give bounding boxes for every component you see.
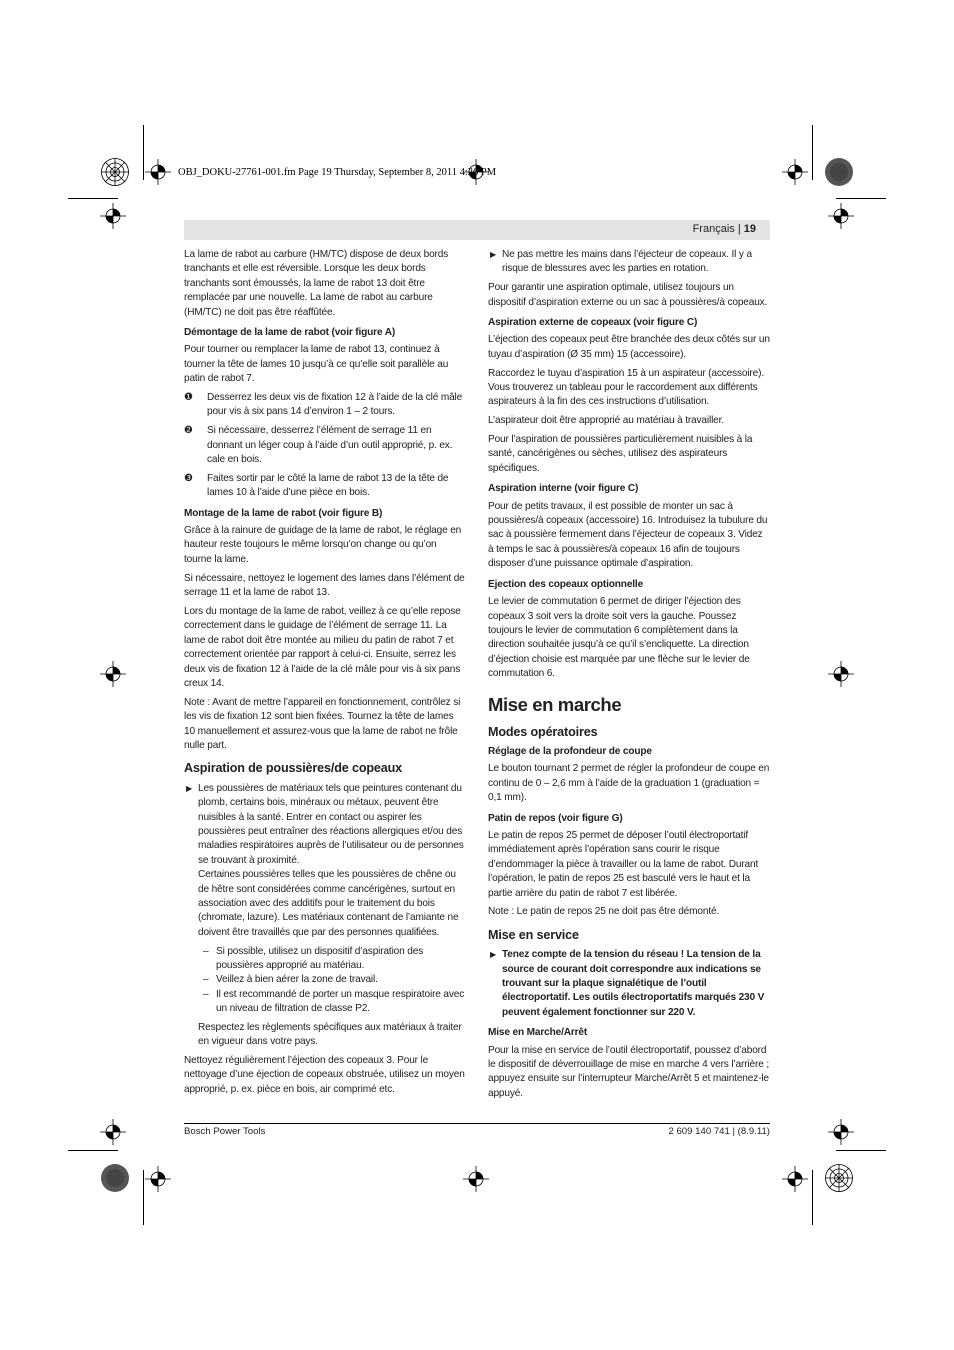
paragraph: Le patin de repos 25 permet de déposer l’outil électroportatif immédiatement après l’opération sans courir le risque d’endommager la pièce à travailler ou la lame de rabot. Durant l’opération, le patin de repos 25 est basculé vers le haut et la partie arrière du patin de rabot 7 est libérée. <box>488 829 759 899</box>
warning-bullet <box>488 948 770 1020</box>
triangle-bullet-icon: ▶ <box>490 250 497 259</box>
step-number-icon: ❷ <box>184 425 193 437</box>
crosshair-left-2 <box>100 661 126 687</box>
registration-mark-top-right <box>824 157 854 187</box>
note-paragraph: Note : Le patin de repos 25 ne doit pas être démonté. <box>488 906 720 918</box>
heading-modes: Modes opératoires <box>488 724 598 739</box>
paragraph: Nettoyez régulièrement l’éjection des copeaux 3. Pour le nettoyage d’une éjection de copeaux obstruée, utilisez un moyen approprié, p. ex. pièce en bois, air comprimé etc. <box>184 1054 465 1095</box>
footer-brand: Bosch Power Tools <box>184 1126 266 1137</box>
left-column <box>184 248 466 1101</box>
crop-line <box>836 1150 886 1151</box>
footer-doc-number: 2 609 140 741 | (8.9.11) <box>668 1126 770 1137</box>
paragraph: Grâce à la rainure de guidage de la lame de rabot, le réglage en hauteur reste toujours le même lorsqu’on change ou qu’on tourne la lame. <box>184 525 462 565</box>
heading-mise-en-service: Mise en service <box>488 927 579 942</box>
step-item <box>184 472 466 501</box>
print-slug: OBJ_DOKU-27761-001.fm Page 19 Thursday, September 8, 2011 4:26 PM <box>178 167 497 178</box>
paragraph: Pour l’aspiration de poussières particulièrement nuisibles à la santé, cancérigènes ou sèches, utilisez des aspirateurs spécifiques. <box>488 434 753 474</box>
crosshair-right-1 <box>828 203 854 229</box>
step-text: Desserrez les deux vis de fixation 12 à l’aide de la clé mâle pour vis à six pans 14 d’environ 1 – 2 tours. <box>207 392 463 418</box>
paragraph: Pour tourner ou remplacer la lame de rabot 13, continuez à tourner la tête de lames 10 jusqu’à ce qu’elle soit parallèle au patin de rabot 7. <box>184 344 449 385</box>
subheading-externe: Aspiration externe de copeaux (voir figure C) <box>488 317 698 329</box>
bullet-text: Les poussières de matériaux tels que peintures contenant du plomb, certains bois, minéraux ou métaux, peuvent être nuisibles à la santé. Entrer en contact ou aspirer les poussières peut entraîner des réactions allergiques et/ou des maladies respiratoires auprès de l’utilisateur ou de personnes se trouvant à proximité. <box>198 782 464 866</box>
step-item <box>184 391 466 420</box>
dash-icon: – <box>203 974 209 986</box>
crosshair-bottom-1 <box>145 1166 171 1192</box>
right-column <box>488 248 770 1106</box>
paragraph: Pour de petits travaux, il est possible de monter un sac à poussières/à copeaux (accessoire) 16. Introduisez la tubulure du sac à poussière fermement dans l’éjecteur de copeaux 3. Videz à temps le sac à poussières/à copeaux 16 afin de toujours disposer d’une puissance optimale d’aspiration. <box>488 500 768 570</box>
step-text: Si nécessaire, desserrez l’élément de serrage 11 en donnant un léger coup à l’aide d’un outil approprié, p. ex. cale en bois. <box>207 425 453 466</box>
crosshair-top-1 <box>145 159 171 185</box>
subheading-demontage: Démontage de la lame de rabot (voir figure A) <box>184 327 396 339</box>
dash-icon: – <box>203 988 209 1000</box>
subheading-patin: Patin de repos (voir figure G) <box>488 812 623 824</box>
paragraph: Raccordez le tuyau d’aspiration 15 à un aspirateur (accessoire). Vous trouverez un tableau pour le raccordement aux différents aspirateurs à la fin des ces instructions d’utilisation. <box>488 367 764 408</box>
crosshair-right-2 <box>828 661 854 687</box>
footer-rule <box>184 1123 770 1124</box>
paragraph: L’aspirateur doit être approprié au matériau à travailler. <box>488 415 724 427</box>
warning-bullet <box>184 782 466 940</box>
dash-item <box>184 973 466 987</box>
paragraph: Respectez les règlements spécifiques aux matériaux à traiter en vigueur dans votre pays. <box>198 1021 462 1048</box>
dash-item <box>184 945 466 974</box>
crop-line <box>143 125 144 180</box>
crop-line <box>836 198 886 199</box>
registration-mark-top-left <box>100 157 130 187</box>
paragraph: Pour la mise en service de l’outil électroportatif, poussez d’abord le dispositif de déverrouillage de mise en marche 4 vers l’arrière ; appuyez ensuite sur l’interrupteur Marche/Arrêt 5 et maintenez-le appuyé. <box>488 1044 769 1099</box>
subheading-montage: Montage de la lame de rabot (voir figure B) <box>184 507 383 519</box>
registration-mark-bottom-left <box>100 1163 130 1193</box>
header-label: Français | 19 <box>692 223 756 235</box>
step-number-icon: ❸ <box>184 472 193 484</box>
step-number-icon: ❶ <box>184 392 193 404</box>
dash-text: Il est recommandé de porter un masque respiratoire avec un niveau de filtration de classe P2. <box>216 988 465 1015</box>
subheading-reglage: Réglage de la profondeur de coupe <box>488 745 652 757</box>
subheading-marche: Mise en Marche/Arrêt <box>488 1027 588 1039</box>
crop-line <box>812 125 813 180</box>
subheading-ejection: Ejection des copeaux optionnelle <box>488 578 644 590</box>
step-text: Faites sortir par le côté la lame de rabot 13 de la tête de lames 10 à l’aide d’une pièce en bois. <box>207 472 449 499</box>
crosshair-left-1 <box>100 203 126 229</box>
page-header <box>184 220 770 240</box>
paragraph: Le bouton tournant 2 permet de régler la profondeur de coupe en continu de 0 – 2,6 mm à l’aide de la graduation 1 (graduation = 0,1 mm). <box>488 763 770 804</box>
heading-aspiration: Aspiration de poussières/de copeaux <box>184 761 403 776</box>
dash-text: Veillez à bien aérer la zone de travail. <box>216 974 378 986</box>
crosshair-top-3 <box>782 159 808 185</box>
dash-item <box>184 988 466 1017</box>
paragraph: Pour garantir une aspiration optimale, utilisez toujours un dispositif d’aspiration externe ou un sac à poussières/à copeaux. <box>488 282 768 308</box>
paragraph: L’éjection des copeaux peut être branchée des deux côtés sur un tuyau d’aspiration (Ø 35 mm) 15 (accessoire). <box>488 334 770 360</box>
paragraph: Si nécessaire, nettoyez le logement des lames dans l’élément de serrage 11 et la lame de rabot 13. <box>184 572 465 599</box>
bullet-text: Tenez compte de la tension du réseau ! La tension de la source de courant doit correspondre aux indications se trouvant sur la plaque signalétique de l’outil électroportatif. Les outils électroportatifs marqués 230 V peuvent également fonctionner sur 220 V. <box>502 949 765 1018</box>
crosshair-left-3 <box>100 1119 126 1145</box>
warning-bullet <box>488 248 770 277</box>
crosshair-bottom-3 <box>782 1166 808 1192</box>
crosshair-right-3 <box>828 1119 854 1145</box>
triangle-bullet-icon: ▶ <box>490 950 497 960</box>
page-number: 19 <box>743 223 756 235</box>
step-item <box>184 424 466 467</box>
dash-icon: – <box>203 945 209 957</box>
paragraph: Le levier de commutation 6 permet de diriger l’éjection des copeaux 3 soit vers la droite soit vers la gauche. Poussez toujours le levier de commutation 6 complètement dans la direction souhaitée jusqu’à ce qu’il s’encliquette. La direction d’éjection choisie est marquée par une flèche sur le levier de commutation 6. <box>488 596 750 680</box>
crop-line <box>812 1170 813 1225</box>
paragraph: La lame de rabot au carbure (HM/TC) dispose de deux bords tranchants et elle est réversible. Lorsque les deux bords tranchants sont émoussés, la lame de rabot 13 doit être remplacée par une nouvelle. La lame de rabot au carbure (HM/TC) ne doit pas être réaffûtée. <box>184 249 449 318</box>
crop-line <box>143 1170 144 1225</box>
note-paragraph: Note : Avant de mettre l’appareil en fonctionnement, contrôlez si les vis de fixation 12 sont bien fixées. Tournez la tête de lames 10 manuellement et assurez-vous que la lame de rabot ne frôle nulle part. <box>184 696 461 751</box>
crop-line <box>68 1150 118 1151</box>
bullet-text: Ne pas mettre les mains dans l’éjecteur de copeaux. Il y a risque de blessures avec les parties en rotation. <box>502 249 752 275</box>
dash-text: Si possible, utilisez un dispositif d’aspiration des poussières approprié au matériau. <box>216 945 424 972</box>
header-language: Français <box>692 223 735 235</box>
triangle-bullet-icon: ▶ <box>186 783 193 793</box>
crop-line <box>68 198 118 199</box>
bullet-text: Certaines poussières telles que les poussières de chêne ou de hêtre sont considérées comme cancérigènes, surtout en association avec des additifs pour le traitement du bois (chromate, lazure). Les matériaux contenant de l’amiante ne doivent être travaillés que par des personnes qualifiées. <box>198 869 459 938</box>
subheading-interne: Aspiration interne (voir figure C) <box>488 483 639 495</box>
registration-mark-bottom-right <box>824 1163 854 1193</box>
heading-mise-en-marche: Mise en marche <box>488 693 622 715</box>
crosshair-bottom-2 <box>463 1166 489 1192</box>
paragraph: Lors du montage de la lame de rabot, veillez à ce qu’elle repose correctement dans le guidage de l’élément de serrage 11. La lame de rabot doit être montée au milieu du patin de rabot 7 et correctement orientée par rapport à celui-ci. Ensuite, serrez les deux vis de fixation 12 à l’aide de la clé mâle pour vis à six pans creux 14. <box>184 605 461 689</box>
